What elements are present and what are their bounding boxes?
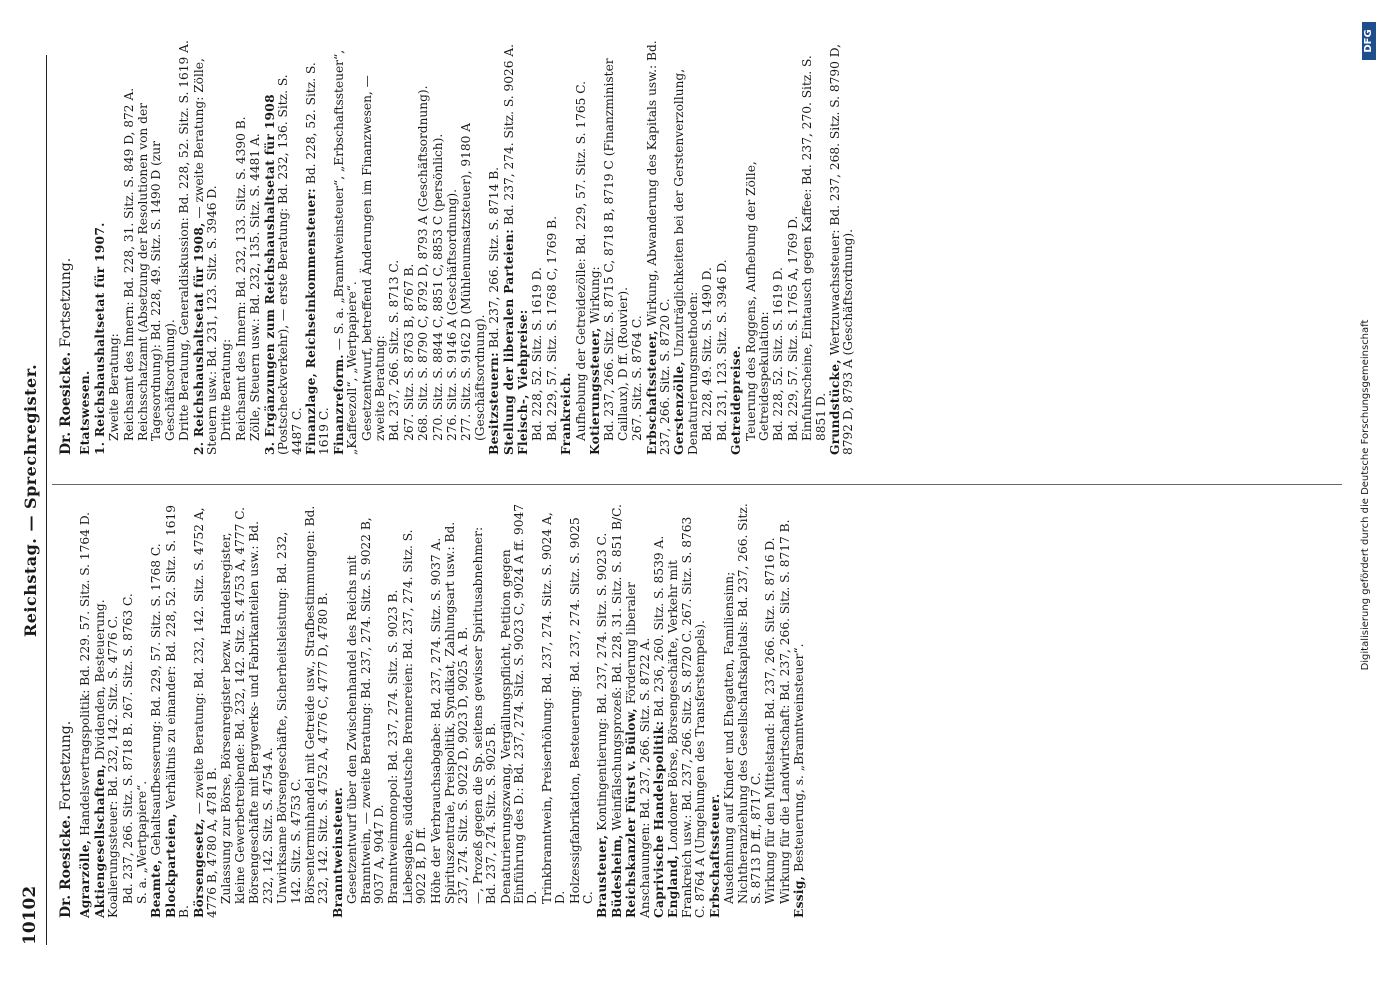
index-entry <box>276 503 303 918</box>
index-entry <box>361 40 388 455</box>
right-speaker: Dr. Roesicke. <box>58 351 74 455</box>
index-entry <box>402 503 429 918</box>
entry-text: Einfuhrscheine, Eintausch gegen Kaffee: Bd. 237, 270. Sitz. S. 8851 D. <box>800 55 828 441</box>
index-entry <box>150 503 163 918</box>
index-entry <box>667 503 707 918</box>
index-entry <box>779 503 792 918</box>
entry-text: Wirkung für den Mittelstand: Bd. 237, 266. Sitz. S. 8716 D. <box>763 537 778 904</box>
entry-heading: Finanzreform. <box>331 354 346 455</box>
entry-text: Handelsvertragspolitik: Bd. 229. 57. Sitz. S. 1764 D. <box>78 511 93 836</box>
index-entry <box>772 40 785 455</box>
index-entry <box>611 503 624 918</box>
entry-text: 270. Sitz. S. 8844 C, 8851 C, 8853 C (persönlich). <box>430 133 445 441</box>
index-entry <box>305 40 332 455</box>
entry-heading: Aktiengesellschaften, <box>92 764 107 918</box>
entry-text: Reichsschatzamt (Absetzung der Resolutionen von der Tagesordnung): Bd. 228, 49. Sitz. S. 1490 D (zur Geschäftsordnung). <box>136 103 177 441</box>
index-entry <box>108 40 121 455</box>
index-entry <box>346 503 386 918</box>
index-entry <box>249 40 262 455</box>
index-entry <box>137 40 177 455</box>
column-divider <box>52 484 1342 485</box>
index-entry <box>178 40 191 455</box>
entry-text: Bd. 237, 266. Sitz. S. 8718 B. 267. Sitz. S. 8763 C. <box>120 593 135 904</box>
index-entry <box>220 503 247 918</box>
entry-text: 267. Sitz. S. 8764 C. <box>630 315 645 441</box>
entry-heading: Gerstenzölle, <box>672 361 687 455</box>
page-number: 10102 <box>20 885 40 945</box>
entry-text: 268. Sitz. S. 8790 C, 8792 D, 8793 A (Geschäftsordnung). <box>416 85 431 441</box>
dfg-logo: DFG <box>1362 22 1376 60</box>
index-entry <box>488 40 501 455</box>
index-entry <box>701 40 714 455</box>
entry-heading: Börsengesetz, <box>191 818 206 918</box>
index-entry <box>235 40 248 455</box>
index-entry <box>417 40 430 455</box>
index-entry <box>589 40 602 455</box>
entry-heading: Frankreich. <box>559 372 574 455</box>
index-entry <box>388 40 401 455</box>
index-entry <box>631 40 644 455</box>
index-entry <box>94 40 107 455</box>
index-entry <box>517 40 530 455</box>
index-entry <box>264 40 304 455</box>
entry-heading: Reichskanzler Fürst v. Bülow, <box>624 708 639 918</box>
entry-text: Bd. 237, 266. Sitz. S. 8715 C, 8718 B, 8719 C (Finanzminister Caillaux), D ff. (Rouvier). <box>602 58 630 441</box>
entry-heading: England, <box>666 854 681 918</box>
entry-text: Trinkbranntwein, Preiserhöhung: Bd. 237, 274. Sitz. S. 9024 A, D. <box>539 512 568 904</box>
index-entry <box>716 40 729 455</box>
entry-heading: 2. Reichshaushaltsetat für 1908, <box>191 222 206 455</box>
index-entry <box>248 503 275 918</box>
entry-text: Wirkung für die Landwirtschaft: Bd. 237, 266. Sitz. S. 8717 B. <box>777 519 792 904</box>
entry-text: Dividenden, Besteuerung. Koalierungssteuer: Bd. 232, 142. Sitz. S. 4776 C. <box>92 599 121 918</box>
entry-text: Liebesgabe, süddeutsche Brennereien: Bd. 237, 274. Sitz. S. 9022 B, D ff. <box>400 529 429 904</box>
index-entry <box>541 503 568 918</box>
entry-text: — zweite Beratung: Bd. 232, 142. Sitz. S. 4752 A, 4776 B, 4780 A, 4781 B. <box>191 507 220 918</box>
index-entry <box>653 503 666 918</box>
entry-heading: Branntweinsteuer. <box>330 786 345 918</box>
entry-text: Besteuerung, s. „Branntweinsteuer“. <box>792 643 807 872</box>
entry-text: Kontingentierung: Bd. 237, 274. Sitz. S. 9023 C. <box>595 532 610 831</box>
index-entry <box>673 40 700 455</box>
entry-text: Wirkung: <box>588 266 603 324</box>
index-entry <box>787 40 800 455</box>
entry-text: Bd. 229, 57. Sitz. S. 1768 C, 1769 B. <box>544 216 559 441</box>
index-entry <box>646 40 673 455</box>
entry-heading: Beamte, <box>149 859 164 918</box>
index-entry <box>472 503 499 918</box>
index-entry <box>165 503 192 918</box>
index-entry <box>460 40 487 455</box>
index-entry <box>569 503 596 918</box>
left-column-heading <box>60 503 73 918</box>
index-entry <box>723 503 763 918</box>
entry-text: 277. Sitz. S. 9162 D (Mühlenumsatzsteuer), 9180 A (Geschäftsordnung). <box>459 122 487 441</box>
entry-heading: Essig, <box>792 875 807 918</box>
entry-heading: 3. Ergänzungen zum Reichshaushaltsetat für 1908 <box>262 94 277 455</box>
right-entries <box>79 40 855 455</box>
index-entry <box>764 503 777 918</box>
digitization-credit: Digitalisierung gefördert durch die Deutsche Forschungsgemeinschaft <box>1360 319 1371 671</box>
right-column-heading <box>60 40 73 455</box>
entry-text: Gehaltsaufbesserung: Bd. 229, 57. Sitz. S. 1768 C. <box>149 543 164 856</box>
index-entry <box>625 503 652 918</box>
index-entry <box>403 40 416 455</box>
index-entry <box>446 40 459 455</box>
index-entry <box>333 40 360 455</box>
entry-heading: Besitzsteuern: <box>487 352 502 455</box>
index-entry <box>332 503 345 918</box>
entry-text: — zweite Beratung: Zölle, Steuern usw.: Bd. 231, 123. Sitz. S. 3946 D. <box>191 58 220 455</box>
entry-heading: Erbschaftssteuer. <box>707 793 722 918</box>
entry-text: Börsenterminhandel mit Getreide usw., Strafbestimmungen: Bd. 232, 142. Sitz. S. 4752 A, 4776 C, 4777 D, 4780 B. <box>302 505 331 904</box>
entry-heading: Brausteuer, <box>595 834 610 918</box>
entry-heading: Kotierungssteuer, <box>588 327 603 455</box>
index-entry <box>123 40 136 455</box>
left-speaker: Dr. Roesicke. <box>58 814 74 918</box>
index-entry <box>730 40 743 455</box>
entry-text: Dritte Beratung: <box>219 338 234 441</box>
entry-text: Aufhebung der Getreidezölle: Bd. 229, 57. Sitz. S. 1765 C. <box>573 80 588 441</box>
entry-text: Bd. 237, 266. Sitz. S. 8713 C. <box>387 259 402 441</box>
entry-text: Gesetzentwurf, betreffend Änderungen im Finanzwesen, — zweite Beratung: <box>359 75 387 441</box>
index-entry <box>136 503 149 918</box>
index-entry <box>79 40 92 455</box>
index-entry <box>94 503 121 918</box>
index-entry <box>745 40 772 455</box>
index-entry <box>596 503 609 918</box>
entry-text: Denaturierungszwang, Vergällungspflicht, Petition gegen Einführung des D.: Bd. 237, 274. Sitz. S. 9023 C, 9024 A ff. 9047 D. <box>498 504 540 904</box>
entry-heading: Stellung der liberalen Parteien: <box>501 228 516 455</box>
index-entry <box>304 503 331 918</box>
entry-text: 276. Sitz. S. 9146 A (Geschäftsordnung). <box>444 188 459 441</box>
index-entry <box>793 503 806 918</box>
index-entry <box>546 40 559 455</box>
left-continued: Fortsetzung. <box>58 720 74 811</box>
left-column <box>60 503 808 918</box>
index-entry <box>829 40 856 455</box>
entry-text: Bd. 237, 266. Sitz. S. 8714 B. <box>487 166 502 349</box>
entry-text: Verhältnis zu einander: Bd. 228, 52. Sitz. S. 1619 B. <box>163 504 192 918</box>
index-entry <box>575 40 588 455</box>
index-entry <box>709 503 722 918</box>
index-entry <box>220 40 233 455</box>
entry-text: Höhe der Verbrauchsabgabe: Bd. 237, 274. Sitz. S. 9037 A. <box>428 537 443 904</box>
entry-text: Ausdehnung auf Kinder und Ehegatten, Familiensinn; Nichtheranziehung des Gesellschaftskapitals: Bd. 237, 266. Sitz. S. 8713 D ff., 8717 C. <box>722 503 763 904</box>
entry-text: Teuerung des Roggens, Aufhebung der Zölle, Getreidespekulation: <box>743 161 771 441</box>
entry-heading: Getreidepreise. <box>729 345 744 455</box>
entry-heading: Caprivische Handelspolitik: <box>652 720 667 918</box>
entry-text: Wertzuwachssteuer: Bd. 237, 268. Sitz. S. 8790 D, 8792 D, 8793 A (Geschäftsordnung). <box>827 44 856 455</box>
entry-text: Zulassung zur Börse, Börsenregister bezw. Handelsregister, kleine Gewerbetreibende: Bd. 232, 142. Sitz. S. 4753 A, 4777 C. <box>219 506 247 904</box>
entry-text: Londoner Börse, Börsengeschäfte, Verkehr mit Frankreich usw.: Bd. 237, 266. Sitz. S. 8720 C. 267. Sitz. S. 8763 C. 8764 A (Umgehungen des Transferstempels). <box>666 516 708 918</box>
index-entry <box>122 503 135 918</box>
right-column <box>60 40 857 455</box>
entry-text: — S. a. „Branntweinsteuer“, „Erbschaftssteuer“, „Kaffeezoll“, „Wertpapiere“. <box>331 49 360 455</box>
index-entry <box>503 40 516 455</box>
entry-text: Bd. 237, 274. Sitz. S. 9026 A. <box>501 43 516 226</box>
index-entry <box>193 503 220 918</box>
entry-heading: Büdesheim, <box>609 834 624 918</box>
index-entry <box>444 503 471 918</box>
entry-text: Wirkung, Abwanderung des Kapitals usw.: Bd. 237, 266. Sitz. S. 8720 C. <box>644 40 673 455</box>
entry-text: —, Prozeß gegen die Sp. seitens gewisser Spiritusabnehmer: Bd. 237, 274. Sitz. S. 9025 B. <box>470 526 499 904</box>
entry-heading: 1. Reichshaushaltsetat für 1907. <box>92 222 107 455</box>
page-title: Reichstag. — Sprechregister. <box>20 363 40 638</box>
entry-text: Börsengeschäfte mit Bergwerks- und Fabrikanteilen usw.: Bd. 232, 142. Sitz. S. 4754 A. <box>247 521 275 904</box>
entry-text: Bd. 228, 52. Sitz. S. 1619 D. <box>530 267 545 441</box>
index-entry <box>603 40 630 455</box>
index-entry <box>193 40 220 455</box>
entry-text: Bd. 231, 123. Sitz. S. 3946 D. <box>714 259 729 441</box>
page-header <box>18 55 47 945</box>
right-continued: Fortsetzung. <box>58 257 74 348</box>
entry-text: (Postscheckverkehr), — erste Beratung: Bd. 232, 136. Sitz. S. 4487 C. <box>276 74 304 455</box>
entry-text: Bd. 228, 52. Sitz. S. 1619 D. <box>771 267 786 441</box>
entry-text: Bd. 236, 260. Sitz. S. 8539 A. <box>652 535 667 717</box>
entry-heading: Finanzlage, Reichseinkommensteuer: <box>303 188 318 455</box>
entry-text: Holzessigfabrikation, Besteuerung: Bd. 237, 274. Sitz. S. 9025 C. <box>567 517 596 904</box>
entry-text: Branntweinmonopol: Bd. 237, 274. Sitz. S. 9023 B. <box>386 589 401 904</box>
index-entry <box>430 503 443 918</box>
entry-text: Bd. 229, 57. Sitz. S. 1765 A, 1769 D. <box>785 215 800 441</box>
index-entry <box>79 503 92 918</box>
entry-text: Unzuträglichkeiten bei der Gerstenverzollung, Denaturierungsmethoden: <box>672 68 700 455</box>
entry-text: Reichsamt des Innern: Bd. 228, 31. Sitz. S. 849 D, 872 A. <box>121 87 136 441</box>
entry-heading: Blockparteien, <box>163 813 178 918</box>
index-entry <box>531 40 544 455</box>
entry-text: Dritte Beratung, Generaldiskussion: Bd. 228, 52. Sitz. S. 1619 A. <box>177 40 192 441</box>
entry-text: Bd. 228, 49. Sitz. S. 1490 D. <box>700 267 715 441</box>
index-entry <box>801 40 828 455</box>
entry-text: Zölle, Steuern usw.: Bd. 232, 135. Sitz. S. 4481 A. <box>248 133 263 441</box>
entry-text: Weinfälschungsprozeß: Bd. 228, 31. Sitz. S. 851 B/C. <box>609 504 624 831</box>
entry-heading: Agrarzölle, <box>78 839 93 918</box>
entry-text: Spirituszentrale, Preispolitik, Syndikat, Zahlungsart usw.: Bd. 237, 274. Sitz. S. 9022 D, 9023 D, 9025 A. B. <box>442 521 471 904</box>
entry-text: Unwirksame Börsengeschäfte, Sicherheitsleistung: Bd. 232, 142. Sitz. S. 4753 C. <box>275 531 303 904</box>
entry-heading: Erbschaftssteuer, <box>644 330 659 455</box>
entry-text: Bd. 228, 52. Sitz. S. 1619 C. <box>303 62 332 455</box>
entry-text: Förderung liberaler Anschauungen: Bd. 237, 266. Sitz. S. 8722 A. <box>624 582 652 918</box>
entry-text: Zweite Beratung: <box>107 333 122 441</box>
entry-text: Gesetzentwurf über den Zwischenhandel des Reichs mit Branntwein, — zweite Beratung: Bd. 237, 274. Sitz. S. 9022 B, 9037 A, 9047 D. <box>345 517 386 904</box>
index-entry <box>500 503 540 918</box>
entry-heading: Fleisch-, Viehpreise: <box>516 309 530 455</box>
index-entry <box>432 40 445 455</box>
entry-heading: Etatswesen. <box>78 370 93 455</box>
entry-text: Reichsamt des Innern: Bd. 232, 133. Sitz. S. 4390 B. <box>233 116 248 441</box>
entry-heading: Grundstücke, <box>827 359 842 455</box>
entry-text: S. a. „Wertpapiere“. <box>135 780 150 904</box>
index-entry <box>560 40 573 455</box>
left-entries <box>79 503 806 918</box>
index-entry <box>387 503 400 918</box>
entry-text: 267. Sitz. S. 8763 B, 8767 B. <box>401 263 416 441</box>
